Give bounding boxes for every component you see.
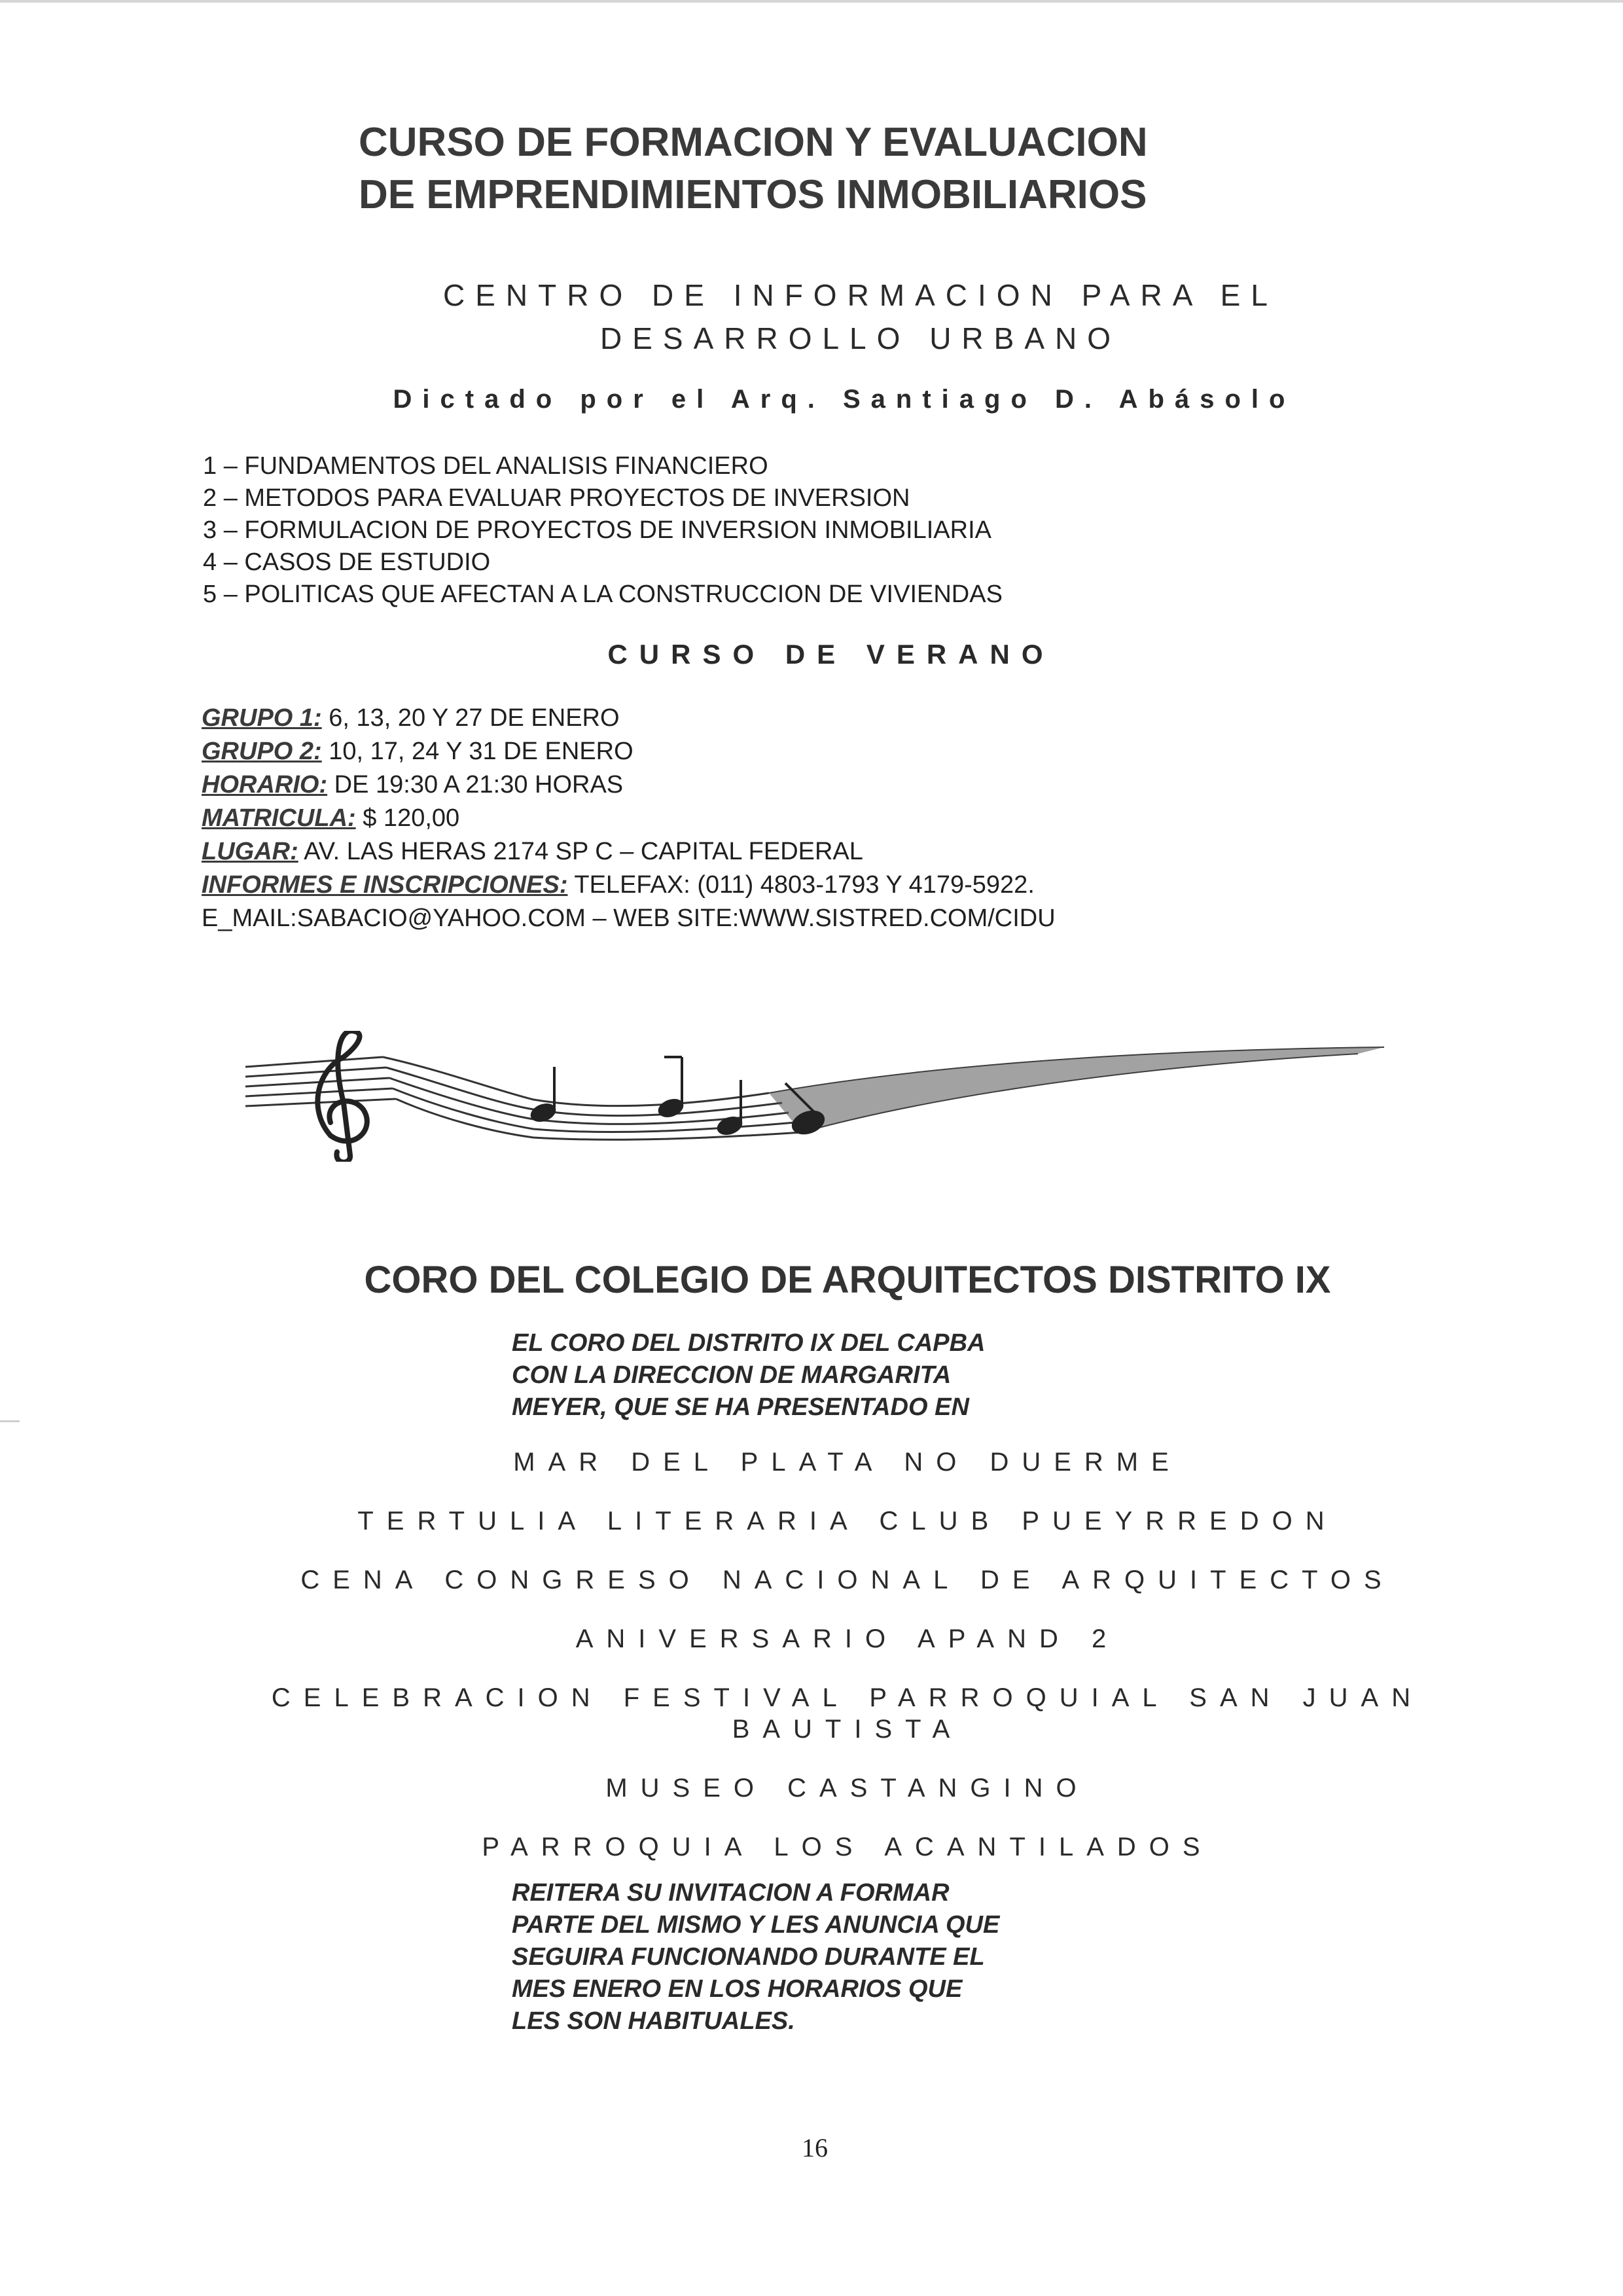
detail-label: LUGAR: <box>202 838 298 865</box>
event-line: TERTULIA LITERARIA CLUB PUEYRREDON <box>357 1507 1338 1535</box>
choir-invitation-line: MES ENERO EN LOS HORARIOS QUE <box>512 1975 963 2003</box>
choir-invitation-line: LES SON HABITUALES. <box>512 2007 795 2035</box>
music-staff-icon <box>245 1031 1384 1162</box>
detail-label: GRUPO 2: <box>202 738 322 765</box>
organizer-line-2: DESARROLLO URBANO <box>599 321 1121 355</box>
topic-item: 2 – METODOS PARA EVALUAR PROYECTOS DE INVERSION <box>203 484 910 512</box>
organizer <box>0 274 1623 360</box>
organizer-line-1: CENTRO DE INFORMACION PARA EL <box>443 278 1278 312</box>
choir-title: CORO DEL COLEGIO DE ARQUITECTOS DISTRITO IX <box>364 1259 1331 1301</box>
detail-row-group-2 <box>202 735 1510 768</box>
event-item <box>0 1772 1623 1804</box>
detail-value: DE 19:30 A 21:30 HORAS <box>327 771 624 798</box>
course-title-line-2: DE EMPRENDIMIENTOS INMOBILIARIOS <box>359 172 1147 217</box>
detail-row-info <box>202 869 1510 902</box>
detail-label: INFORMES E INSCRIPCIONES: <box>202 871 568 899</box>
event-line: BAUTISTA <box>732 1715 963 1744</box>
choir-intro-line: EL CORO DEL DISTRITO IX DEL CAPBA <box>512 1329 986 1357</box>
topic-list <box>203 450 1315 611</box>
detail-value: 6, 13, 20 Y 27 DE ENERO <box>321 704 620 732</box>
detail-row-group-1 <box>202 702 1510 735</box>
event-line: ANIVERSARIO APAND 2 <box>575 1624 1120 1653</box>
detail-row-schedule <box>202 768 1510 802</box>
detail-value: $ 120,00 <box>355 804 460 832</box>
event-item <box>0 1623 1623 1655</box>
page-number: 16 <box>802 2133 828 2162</box>
scan-top-edge <box>0 0 1623 3</box>
event-line: MUSEO CASTANGINO <box>605 1774 1090 1803</box>
choir-invitation <box>512 1877 1297 2037</box>
course-title-line-1: CURSO DE FORMACION Y EVALUACION <box>359 120 1148 165</box>
instructor-line: Dictado por el Arq. Santiago D. Abásolo <box>393 385 1296 414</box>
choir-intro-line: MEYER, QUE SE HA PRESENTADO EN <box>512 1393 969 1421</box>
choir-invitation-line: PARTE DEL MISMO Y LES ANUNCIA QUE <box>512 1911 1000 1939</box>
course-title <box>359 117 1275 221</box>
course-details <box>202 702 1510 935</box>
topic-item: 1 – FUNDAMENTOS DEL ANALISIS FINANCIERO <box>203 452 768 480</box>
event-item <box>0 1505 1623 1537</box>
choir-intro <box>512 1327 1297 1424</box>
choir-invitation-line: REITERA SU INVITACION A FORMAR <box>512 1879 950 1907</box>
detail-label: HORARIO: <box>202 771 328 798</box>
detail-value: TELEFAX: (011) 4803-1793 Y 4179-5922. <box>567 871 1035 899</box>
choir-intro-line: CON LA DIRECCION DE MARGARITA <box>512 1361 952 1389</box>
detail-label: GRUPO 1: <box>202 704 322 732</box>
topic-item: 4 – CASOS DE ESTUDIO <box>203 548 491 576</box>
detail-value: AV. LAS HERAS 2174 SP C – CAPITAL FEDERAL <box>298 838 863 865</box>
summer-course-heading: CURSO DE VERANO <box>607 639 1055 670</box>
detail-value: 10, 17, 24 Y 31 DE ENERO <box>321 738 633 765</box>
topic-item: 5 – POLITICAS QUE AFECTAN A LA CONSTRUCCION DE VIVIENDAS <box>203 581 1003 608</box>
event-item <box>0 1682 1623 1745</box>
topic-item: 3 – FORMULACION DE PROYECTOS DE INVERSION INMOBILIARIA <box>203 516 991 544</box>
choir-events <box>0 1446 1623 1890</box>
event-line: MAR DEL PLATA NO DUERME <box>513 1448 1182 1477</box>
detail-label: MATRICULA: <box>202 804 356 832</box>
event-item <box>0 1446 1623 1478</box>
scan-margin-mark <box>0 1420 20 1422</box>
event-line: CELEBRACION FESTIVAL PARROQUIAL SAN JUAN <box>271 1683 1424 1712</box>
contact-line: E_MAIL:SABACIO@YAHOO.COM – WEB SITE:WWW.SISTRED.COM/CIDU <box>202 905 1056 932</box>
event-line: CENA CONGRESO NACIONAL DE ARQUITECTOS <box>300 1566 1395 1594</box>
event-item <box>0 1564 1623 1596</box>
choir-invitation-line: SEGUIRA FUNCIONANDO DURANTE EL <box>512 1943 985 1971</box>
event-item <box>0 1831 1623 1863</box>
detail-row-place <box>202 835 1510 869</box>
event-line: PARROQUIA LOS ACANTILADOS <box>482 1833 1213 1861</box>
detail-row-fee <box>202 802 1510 835</box>
